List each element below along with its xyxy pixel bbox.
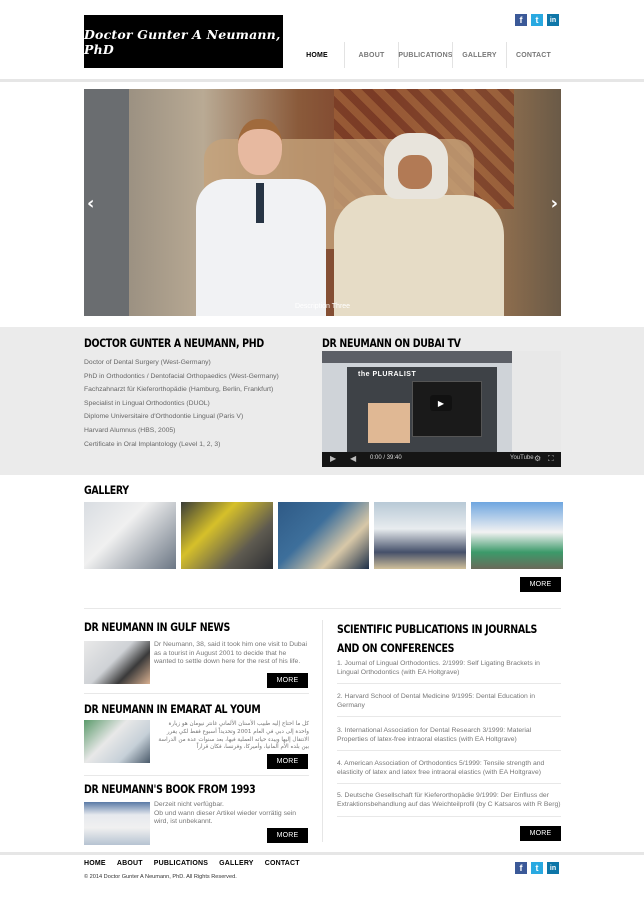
about-title: DOCTOR GUNTER A NEUMANN, PHD — [84, 336, 264, 350]
nav-gallery[interactable]: GALLERY — [452, 42, 506, 68]
publications-title: SCIENTIFIC PUBLICATIONS IN JOURNALS — [337, 622, 537, 636]
footer-nav-contact[interactable]: CONTACT — [264, 860, 300, 867]
copyright: © 2014 Doctor Gunter A Neumann, PhD. All Rights Reserved. — [84, 874, 237, 880]
settings-icon[interactable]: ⚙ — [534, 454, 542, 463]
footer-social-links — [515, 862, 559, 874]
news-more-button[interactable]: MORE — [267, 828, 308, 843]
news-more-button[interactable]: MORE — [267, 673, 308, 688]
gallery-thumb[interactable] — [181, 502, 273, 569]
site-header — [0, 0, 644, 82]
youtube-logo[interactable]: YouTube — [510, 455, 534, 461]
main-nav — [290, 42, 560, 68]
slide-caption: Description Three — [294, 303, 351, 310]
nav-contact[interactable]: CONTACT — [506, 42, 560, 68]
news-text: Dr Neumann, 38, said it took him one visit to Dubai as a tourist in August 2001 to decide that he wanted to settle down here for the rest of his life. — [154, 641, 308, 665]
qualification-item: Certificate in Oral Implantology (Level 1, 2, 3) — [84, 440, 221, 448]
footer-nav-home[interactable]: HOME — [84, 860, 106, 867]
gallery-thumbnails — [84, 502, 563, 569]
gallery-thumb[interactable] — [471, 502, 563, 569]
publication-item[interactable]: 3. International Association for Dental Research 3/1999: Material Properties of latex-free intraoral elastics (with EA Holtgrave) — [337, 727, 532, 743]
header-social-links — [515, 14, 559, 26]
news-title: DR NEUMANN IN EMARAT AL YOUM — [84, 702, 261, 716]
gallery-thumb[interactable] — [278, 502, 370, 569]
news-text: كل ما احتاج إليه طبيب الأسنان الألماني غانتر نيومان هو زيارة واحدة إلى دبي في العام 2001 وتحديداً أسبوع فقط لكي يقرر الانتقال إليها ويبدء حياته العملية فيها، بعد سنوات عدة من الدراسة بين بلده الأم ألمانيا، وأميركا، وفرنسا، فكان قراراً — [158, 721, 309, 751]
video-time: 0:00 / 39:40 — [370, 455, 402, 461]
play-control-icon[interactable]: ▶ — [330, 454, 337, 463]
footer-nav-publications[interactable]: PUBLICATIONS — [153, 860, 209, 867]
publication-item[interactable]: 5. Deutsche Gesellschaft für Kieferorthopädie 9/1999: Der Einfluss der Extraktionsbehandlung auf das Weichteilprofil (by C Katsaros with R Berg) — [337, 792, 561, 808]
slider-prev-icon[interactable]: ‹ — [87, 193, 95, 214]
qualification-item: PhD in Orthodontics / Dentofacial Orthopaedics (West-Germany) — [84, 372, 279, 380]
qualification-item: Diplome Universitaire d'Orthodontie Lingual (Paris V) — [84, 413, 244, 421]
slide-person-doctor — [196, 119, 326, 316]
linkedin-icon[interactable]: in — [547, 14, 559, 26]
publication-item[interactable]: 2. Harvard School of Dental Medicine 9/1995: Dental Education in Germany — [337, 693, 535, 709]
fullscreen-icon[interactable]: ⛶ — [548, 454, 554, 463]
slide-person-guest — [334, 129, 504, 316]
footer-nav-about[interactable]: ABOUT — [116, 860, 143, 867]
twitter-icon[interactable]: t — [531, 862, 543, 874]
gallery-title: GALLERY — [84, 483, 129, 497]
news-emarat — [84, 702, 309, 716]
news-title: DR NEUMANN'S BOOK FROM 1993 — [84, 782, 256, 796]
news-image[interactable] — [84, 720, 150, 763]
qualification-item: Doctor of Dental Surgery (West-Germany) — [84, 359, 211, 366]
footer-nav-gallery[interactable]: GALLERY — [219, 860, 254, 867]
hero-slider[interactable] — [84, 89, 561, 316]
slider-next-icon[interactable]: › — [550, 193, 558, 214]
news-gulf — [84, 620, 309, 634]
publications-more-button[interactable]: MORE — [520, 826, 561, 841]
play-icon[interactable]: ▶ — [430, 395, 452, 411]
publications-section — [337, 620, 561, 658]
qualification-item: Fachzahnarzt für Kieferorthopädie (Hamburg, Berlin, Frankfurt) — [84, 386, 274, 394]
linkedin-icon[interactable]: in — [547, 862, 559, 874]
video-screen-logo: the PLURALIST — [358, 371, 417, 378]
gallery-more-button[interactable]: MORE — [520, 577, 561, 592]
publications-title-line2: AND ON CONFERENCES — [337, 641, 455, 655]
nav-home[interactable]: HOME — [306, 51, 328, 59]
video-title: DR NEUMANN ON DUBAI TV — [322, 336, 461, 350]
site-logo[interactable]: Doctor Gunter A Neumann, PhD — [84, 15, 283, 68]
volume-icon[interactable]: ◀ — [350, 454, 357, 463]
news-book — [84, 782, 309, 796]
news-image[interactable] — [84, 641, 150, 684]
gallery-thumb[interactable] — [84, 502, 176, 569]
news-image[interactable] — [84, 802, 150, 845]
news-text: Derzeit nicht verfügbar. Ob und wann dieser Artikel wieder vorrätig sein wird, ist unbekannt. — [154, 801, 297, 825]
facebook-icon[interactable]: f — [515, 14, 527, 26]
nav-publications[interactable]: PUBLICATIONS — [398, 42, 452, 68]
twitter-icon[interactable]: t — [531, 14, 543, 26]
news-more-button[interactable]: MORE — [267, 754, 308, 769]
qualifications-list — [84, 356, 314, 451]
gallery-thumb[interactable] — [374, 502, 466, 569]
footer-divider — [0, 852, 644, 855]
facebook-icon[interactable]: f — [515, 862, 527, 874]
qualification-item: Specialist in Lingual Orthodontics (DUOL) — [84, 399, 210, 407]
publication-item[interactable]: 4. American Association of Orthodontics 5/1999: Tensile strength and elasticity of latex and latex free intraoral elastics (with EA Holtgrave) — [337, 760, 545, 776]
nav-about[interactable]: ABOUT — [344, 42, 398, 68]
about-section — [84, 336, 314, 451]
footer-nav — [84, 860, 300, 867]
publication-item[interactable]: 1. Journal of Lingual Orthodontics. 2/1999: Self Ligating Brackets in Lingual Orthodontics (with EA Holtgrave) — [337, 660, 540, 676]
video-player[interactable] — [322, 351, 561, 467]
qualification-item: Harvard Alumnus (HBS, 2005) — [84, 426, 176, 434]
news-title: DR NEUMANN IN GULF NEWS — [84, 620, 230, 634]
